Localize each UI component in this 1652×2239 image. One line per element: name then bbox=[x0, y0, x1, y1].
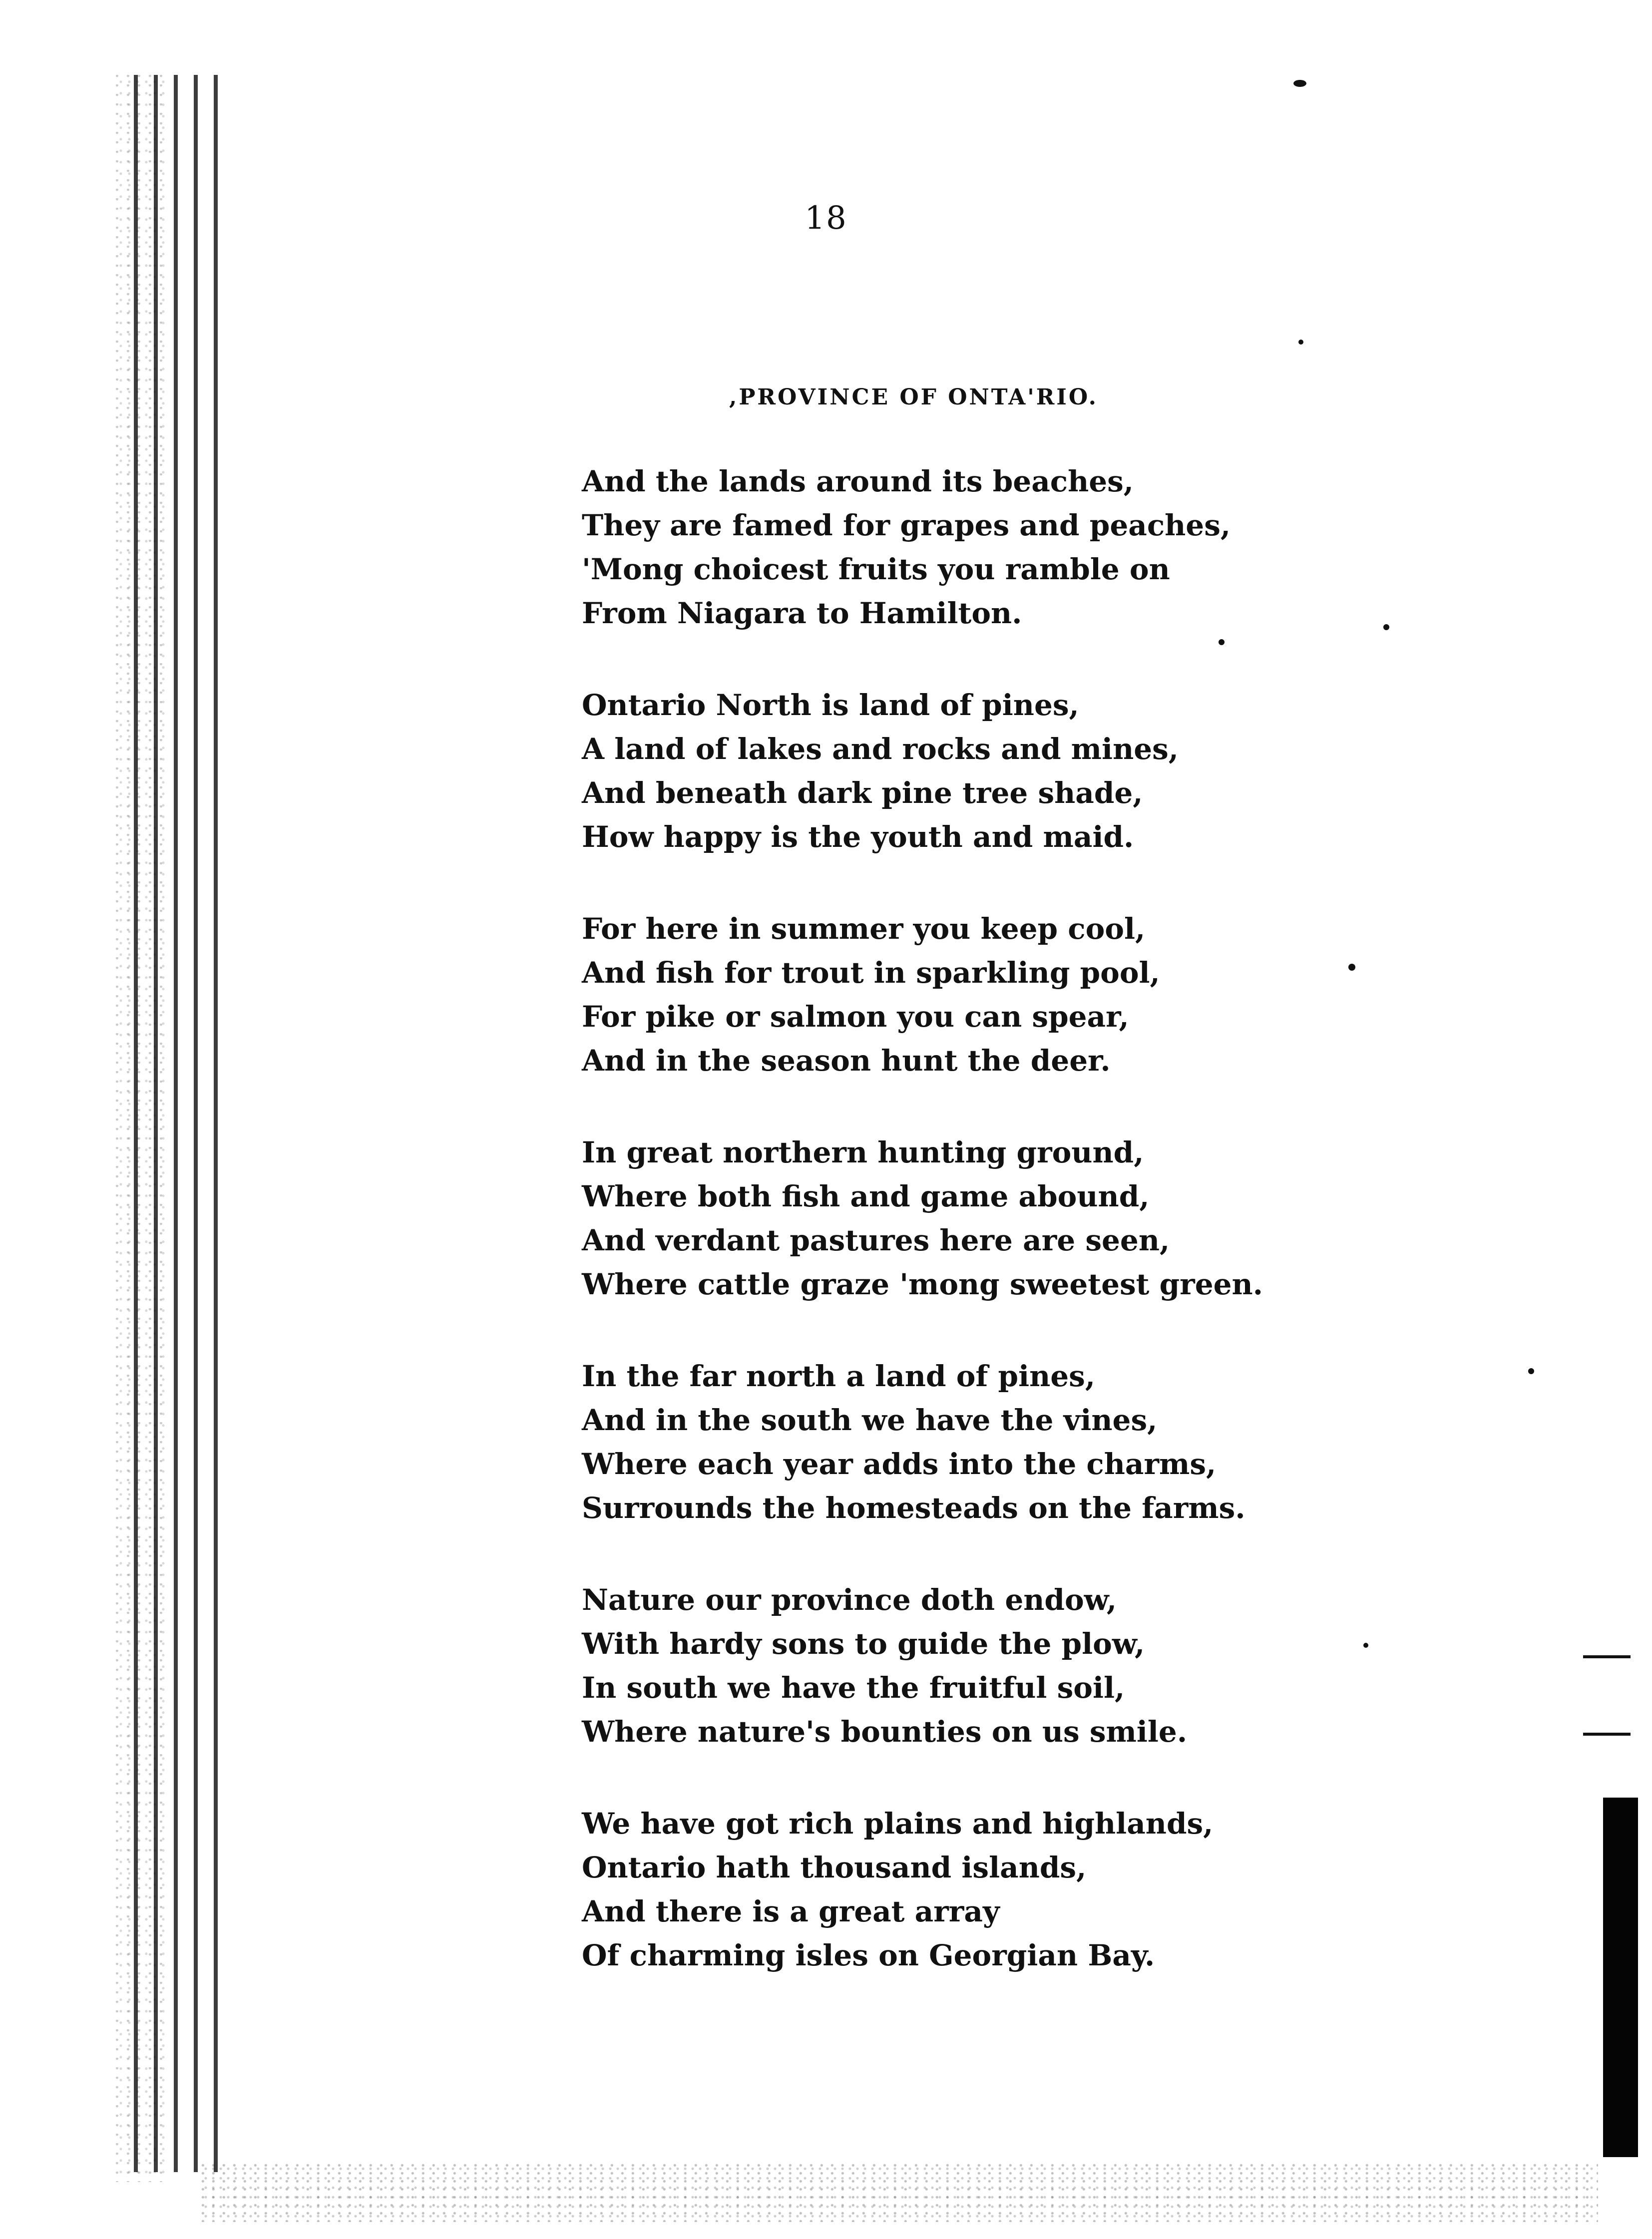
poem-line: And fish for trout in sparkling pool, bbox=[582, 956, 1160, 990]
page-number: 18 bbox=[805, 200, 847, 237]
poem-line: In the far north a land of pines, bbox=[582, 1359, 1096, 1393]
poem bbox=[582, 459, 1331, 2025]
poem-line: For pike or salmon you can spear, bbox=[582, 1000, 1129, 1034]
speck bbox=[1298, 340, 1303, 345]
poem-line: A land of lakes and rocks and mines, bbox=[582, 732, 1179, 766]
poem-line: With hardy sons to guide the plow, bbox=[582, 1627, 1145, 1661]
speck bbox=[1383, 624, 1389, 630]
stanza bbox=[582, 1130, 1331, 1306]
poem-line: And the lands around its beaches, bbox=[582, 464, 1134, 498]
poem-line: And in the south we have the vines, bbox=[582, 1403, 1158, 1437]
poem-line: And verdant pastures here are seen, bbox=[582, 1223, 1170, 1257]
scan-edge-tick bbox=[1583, 1733, 1631, 1736]
poem-line: Nature our province doth endow, bbox=[582, 1583, 1117, 1617]
poem-line: Ontario North is land of pines, bbox=[582, 688, 1079, 722]
poem-line: For here in summer you keep cool, bbox=[582, 912, 1146, 946]
scan-noise-bottom bbox=[200, 2162, 1598, 2222]
speck bbox=[1363, 1643, 1368, 1648]
speck bbox=[1528, 1368, 1534, 1374]
poem-line: How happy is the youth and maid. bbox=[582, 820, 1134, 854]
scan-edge-bar bbox=[1603, 1798, 1638, 2157]
poem-line: They are famed for grapes and peaches, bbox=[582, 508, 1231, 542]
scan-edge-tick bbox=[1583, 1655, 1631, 1658]
poem-line: And beneath dark pine tree shade, bbox=[582, 776, 1143, 810]
poem-line: And there is a great array bbox=[582, 1894, 1000, 1928]
poem-line: In great northern hunting ground, bbox=[582, 1135, 1144, 1169]
poem-line: Where both fish and game abound, bbox=[582, 1179, 1150, 1213]
scan-noise-left bbox=[115, 75, 170, 2182]
poem-line: Where each year adds into the charms, bbox=[582, 1447, 1217, 1481]
stanza bbox=[582, 1578, 1331, 1754]
stanza bbox=[582, 907, 1331, 1083]
stanza bbox=[582, 459, 1331, 635]
stanza bbox=[582, 1802, 1331, 1977]
poem-line: Ontario hath thousand islands, bbox=[582, 1851, 1087, 1884]
poem-line: Where cattle graze 'mong sweetest green. bbox=[582, 1267, 1263, 1301]
speck bbox=[1348, 964, 1355, 971]
speck bbox=[1293, 80, 1306, 87]
poem-line: Surrounds the homesteads on the farms. bbox=[582, 1491, 1245, 1525]
poem-line: Where nature's bounties on us smile. bbox=[582, 1715, 1188, 1749]
stanza bbox=[582, 1354, 1331, 1530]
poem-line: In south we have the fruitful soil, bbox=[582, 1671, 1125, 1705]
stanza bbox=[582, 683, 1331, 859]
poem-line: From Niagara to Hamilton. bbox=[582, 596, 1022, 630]
poem-line: We have got rich plains and highlands, bbox=[582, 1807, 1214, 1841]
poem-line: And in the season hunt the deer. bbox=[582, 1044, 1111, 1078]
poem-line: 'Mong choicest fruits you ramble on bbox=[582, 552, 1170, 586]
page-heading: ,PROVINCE OF ONTA'RIO. bbox=[729, 384, 1098, 410]
poem-line: Of charming isles on Georgian Bay. bbox=[582, 1938, 1155, 1972]
